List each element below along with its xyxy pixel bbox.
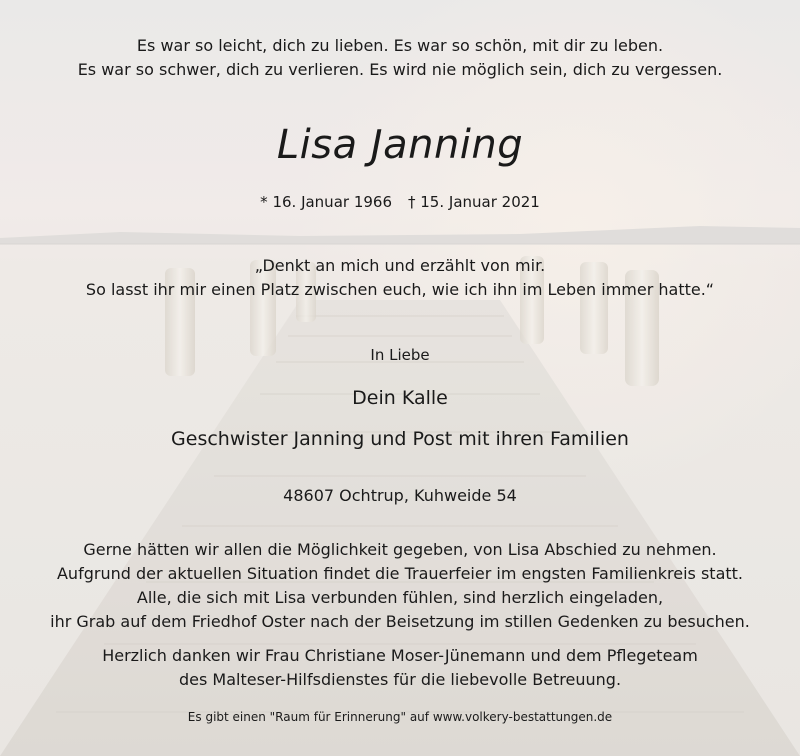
quote-line: So lasst ihr mir einen Platz zwischen euch, wie ich ihn im Leben immer hatte.“ [85, 280, 715, 299]
notice-line: Alle, die sich mit Lisa verbunden fühlen, sind herzlich eingeladen, [136, 588, 664, 607]
thanks-line: Herzlich danken wir Frau Christiane Moser-Jünemann und dem Pflegeteam [102, 646, 698, 665]
in-love-label: In Liebe [370, 346, 430, 364]
mourner-name: Dein Kalle [352, 387, 448, 409]
notice-line: Gerne hätten wir allen die Möglichkeit gegeben, von Lisa Abschied zu nehmen. [83, 540, 717, 559]
opening-verse [0, 34, 800, 82]
thanks [0, 644, 800, 692]
deceased-name: Lisa Janning [276, 122, 524, 168]
address: 48607 Ochtrup, Kuhweide 54 [283, 486, 517, 505]
death-date: † 15. Januar 2021 [408, 193, 540, 211]
funeral-notice [0, 538, 800, 634]
birth-date: * 16. Januar 1966 [260, 193, 392, 211]
notice-line: Aufgrund der aktuellen Situation findet die Trauerfeier im engsten Familienkreis statt. [56, 564, 744, 583]
memorial-quote [0, 254, 800, 302]
life-dates [0, 191, 800, 214]
notice-line: ihr Grab auf dem Friedhof Oster nach der Beisetzung im stillen Gedenken zu besuchen. [50, 612, 750, 631]
verse-line: Es war so schwer, dich zu verlieren. Es wird nie möglich sein, dich zu vergessen. [77, 60, 723, 79]
mourner-family: Geschwister Janning und Post mit ihren Familien [171, 428, 629, 450]
footer-note: Es gibt einen "Raum für Erinnerung" auf www.volkery-bestattungen.de [187, 710, 613, 724]
thanks-line: des Malteser-Hilfsdienstes für die liebevolle Betreuung. [178, 670, 622, 689]
verse-line: Es war so leicht, dich zu lieben. Es war so schön, mit dir zu leben. [136, 36, 664, 55]
quote-line: „Denkt an mich und erzählt von mir. [254, 256, 546, 275]
